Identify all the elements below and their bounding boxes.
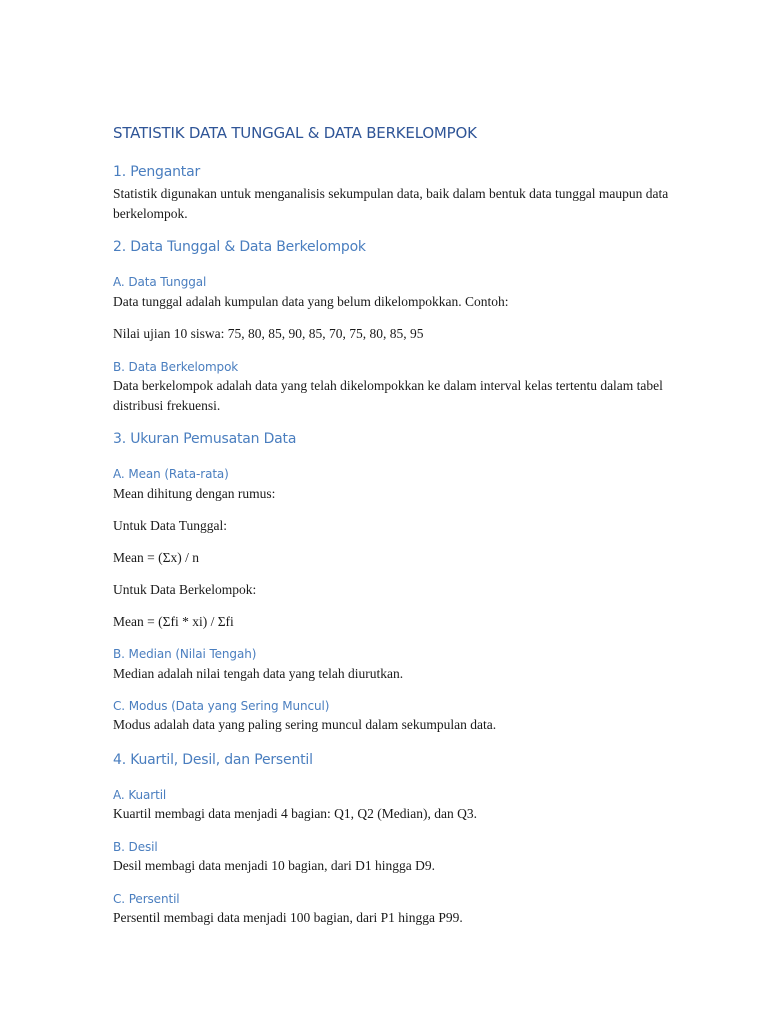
paragraph-mean-intro: Mean dihitung dengan rumus:	[113, 486, 276, 501]
paragraph-pengantar: Statistik digunakan untuk menganalisis sekumpulan data, baik dalam bentuk data tunggal maupun data berkelompok.	[113, 186, 669, 221]
formula-mean-berkelompok: Mean = (Σfi * xi) / Σfi	[113, 614, 234, 629]
subheading-desil: B. Desil	[113, 840, 158, 854]
subheading-kuartil: A. Kuartil	[113, 788, 167, 802]
subheading-modus: C. Modus (Data yang Sering Muncul)	[113, 699, 330, 713]
paragraph-data-tunggal-example: Nilai ujian 10 siswa: 75, 80, 85, 90, 85, 70, 75, 80, 85, 95	[113, 326, 424, 341]
paragraph-modus: Modus adalah data yang paling sering muncul dalam sekumpulan data.	[113, 717, 497, 732]
section-heading-pengantar: 1. Pengantar	[113, 164, 201, 180]
paragraph-mean-tunggal-label: Untuk Data Tunggal:	[113, 518, 228, 533]
subheading-persentil: C. Persentil	[113, 892, 180, 906]
section-heading-kuartil-desil-persentil: 4. Kuartil, Desil, dan Persentil	[113, 752, 313, 768]
paragraph-mean-berkelompok-label: Untuk Data Berkelompok:	[113, 582, 257, 597]
paragraph-median: Median adalah nilai tengah data yang telah diurutkan.	[113, 666, 404, 681]
subheading-data-tunggal: A. Data Tunggal	[113, 275, 207, 289]
formula-mean-tunggal: Mean = (Σx) / n	[113, 550, 199, 565]
subheading-mean: A. Mean (Rata-rata)	[113, 467, 229, 481]
paragraph-persentil: Persentil membagi data menjadi 100 bagian, dari P1 hingga P99.	[113, 910, 463, 925]
paragraph-kuartil: Kuartil membagi data menjadi 4 bagian: Q1, Q2 (Median), dan Q3.	[113, 806, 478, 821]
paragraph-data-berkelompok: Data berkelompok adalah data yang telah dikelompokkan ke dalam interval kelas tertentu dalam tabel distribusi frekuensi.	[113, 378, 663, 413]
section-heading-ukuran-pemusatan: 3. Ukuran Pemusatan Data	[113, 431, 297, 447]
subheading-data-berkelompok: B. Data Berkelompok	[113, 360, 239, 374]
paragraph-data-tunggal: Data tunggal adalah kumpulan data yang belum dikelompokkan. Contoh:	[113, 294, 509, 309]
section-heading-data-tunggal-berkelompok: 2. Data Tunggal & Data Berkelompok	[113, 239, 366, 255]
subheading-median: B. Median (Nilai Tengah)	[113, 647, 257, 661]
paragraph-desil: Desil membagi data menjadi 10 bagian, dari D1 hingga D9.	[113, 858, 436, 873]
document-title: STATISTIK DATA TUNGGAL & DATA BERKELOMPOK	[113, 124, 477, 142]
